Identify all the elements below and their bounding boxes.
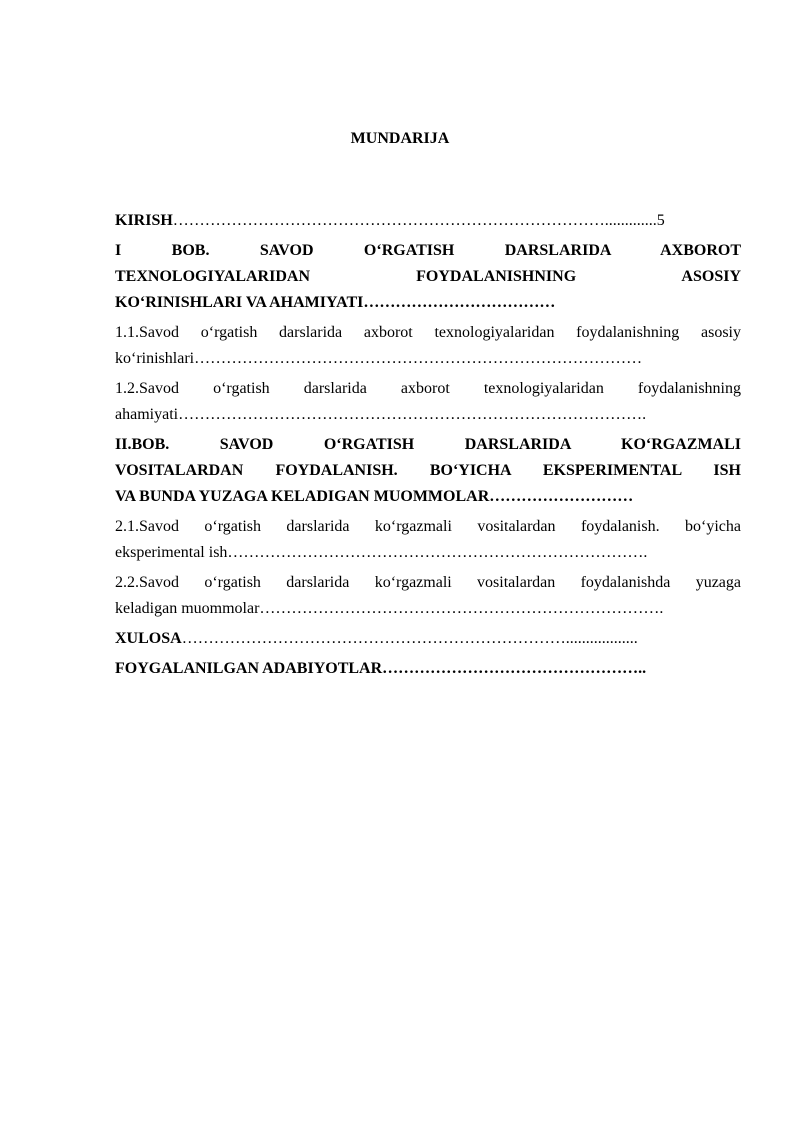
toc-chapter-1-line-3	[115, 290, 741, 316]
toc-chapter-1-line-2: TEXNOLOGIYALARIDAN FOYDALANISHNING ASOSIY	[115, 268, 741, 285]
toc-entry-bibliography-dots: …………………………………………..	[382, 660, 647, 677]
toc-chapter-2-line-3	[115, 484, 741, 510]
toc-entry-xulosa-dots: ………………………………………………………………..................	[181, 630, 638, 647]
toc-section-1-2-line-2	[115, 402, 741, 428]
toc-entry-kirish-label: KIRISH	[115, 212, 173, 229]
toc-section-1-1-line-1: 1.1.Savod o‘rgatish darslarida axborot texnologiyalaridan foydalanishning asosiy	[115, 324, 741, 341]
toc-entry-chapter-1	[115, 238, 741, 316]
toc-section-2-2-dots: ………………………………………………………………….	[259, 600, 664, 617]
toc-entry-xulosa-label: XULOSA	[115, 630, 182, 647]
toc-entry-bibliography-label: FOYGALANILGAN ADABIYOTLAR	[115, 660, 383, 677]
toc-entry-kirish	[115, 208, 741, 234]
toc-entry-chapter-2	[115, 432, 741, 510]
toc-section-1-2-dots: …………………………………………………………………………….	[178, 406, 647, 423]
toc-entry-kirish-page: 5	[656, 212, 665, 229]
toc-section-1-2-line-1: 1.2.Savod o‘rgatish darslarida axborot texnologiyalaridan foydalanishning	[115, 380, 741, 397]
toc-section-1-1-dots: …………………………………………………………………………	[194, 350, 643, 367]
page-title: MUNDARIJA	[350, 130, 450, 147]
toc-section-2-1-line-2	[115, 540, 741, 566]
toc-entry-bibliography	[115, 656, 741, 682]
toc-section-2-2-line-2	[115, 596, 741, 622]
toc-chapter-2-line-1: II.BOB. SAVOD O‘RGATISH DARSLARIDA KO‘RGAZMALI	[115, 436, 741, 453]
toc-section-2-1-line-2-text: eksperimental ish	[115, 544, 228, 561]
toc-entry-section-2-2	[115, 570, 741, 622]
toc-entry-section-2-1	[115, 514, 741, 566]
toc-entry-kirish-line	[115, 208, 741, 234]
toc-chapter-1-line-1: I BOB. SAVOD O‘RGATISH DARSLARIDA AXBOROT	[115, 242, 741, 259]
toc-section-2-1-dots: …………………………………………………………………….	[227, 544, 648, 561]
table-of-contents	[115, 208, 741, 686]
toc-chapter-2-line-3-text: VA BUNDA YUZAGA KELADIGAN MUOMMOLAR	[115, 488, 490, 505]
toc-entry-xulosa	[115, 626, 741, 652]
toc-section-1-1-line-2-text: ko‘rinishlari	[115, 350, 195, 367]
toc-entry-kirish-dots: ……………………………………………………………………….............	[172, 212, 657, 229]
toc-entry-section-1-2	[115, 376, 741, 428]
toc-section-2-2-line-1: 2.2.Savod o‘rgatish darslarida ko‘rgazmali vositalardan foydalanishda yuzaga	[115, 574, 741, 591]
toc-chapter-1-dots: ………………………………	[363, 294, 556, 311]
toc-chapter-1-line-3-text: KO‘RINISHLARI VA AHAMIYATI	[115, 294, 364, 311]
toc-entry-section-1-1	[115, 320, 741, 372]
toc-section-1-2-line-2-text: ahamiyati	[115, 406, 179, 423]
toc-entry-bibliography-line	[115, 656, 741, 682]
toc-section-2-1-line-1: 2.1.Savod o‘rgatish darslarida ko‘rgazmali vositalardan foydalanish. bo‘yicha	[115, 518, 741, 535]
toc-chapter-2-dots: ………………………	[489, 488, 634, 505]
toc-section-2-2-line-2-text: keladigan muommolar	[115, 600, 260, 617]
toc-chapter-2-line-2: VOSITALARDAN FOYDALANISH. BO‘YICHA EKSPERIMENTAL ISH	[115, 462, 741, 479]
toc-entry-xulosa-line	[115, 626, 741, 652]
toc-section-1-1-line-2	[115, 346, 741, 372]
